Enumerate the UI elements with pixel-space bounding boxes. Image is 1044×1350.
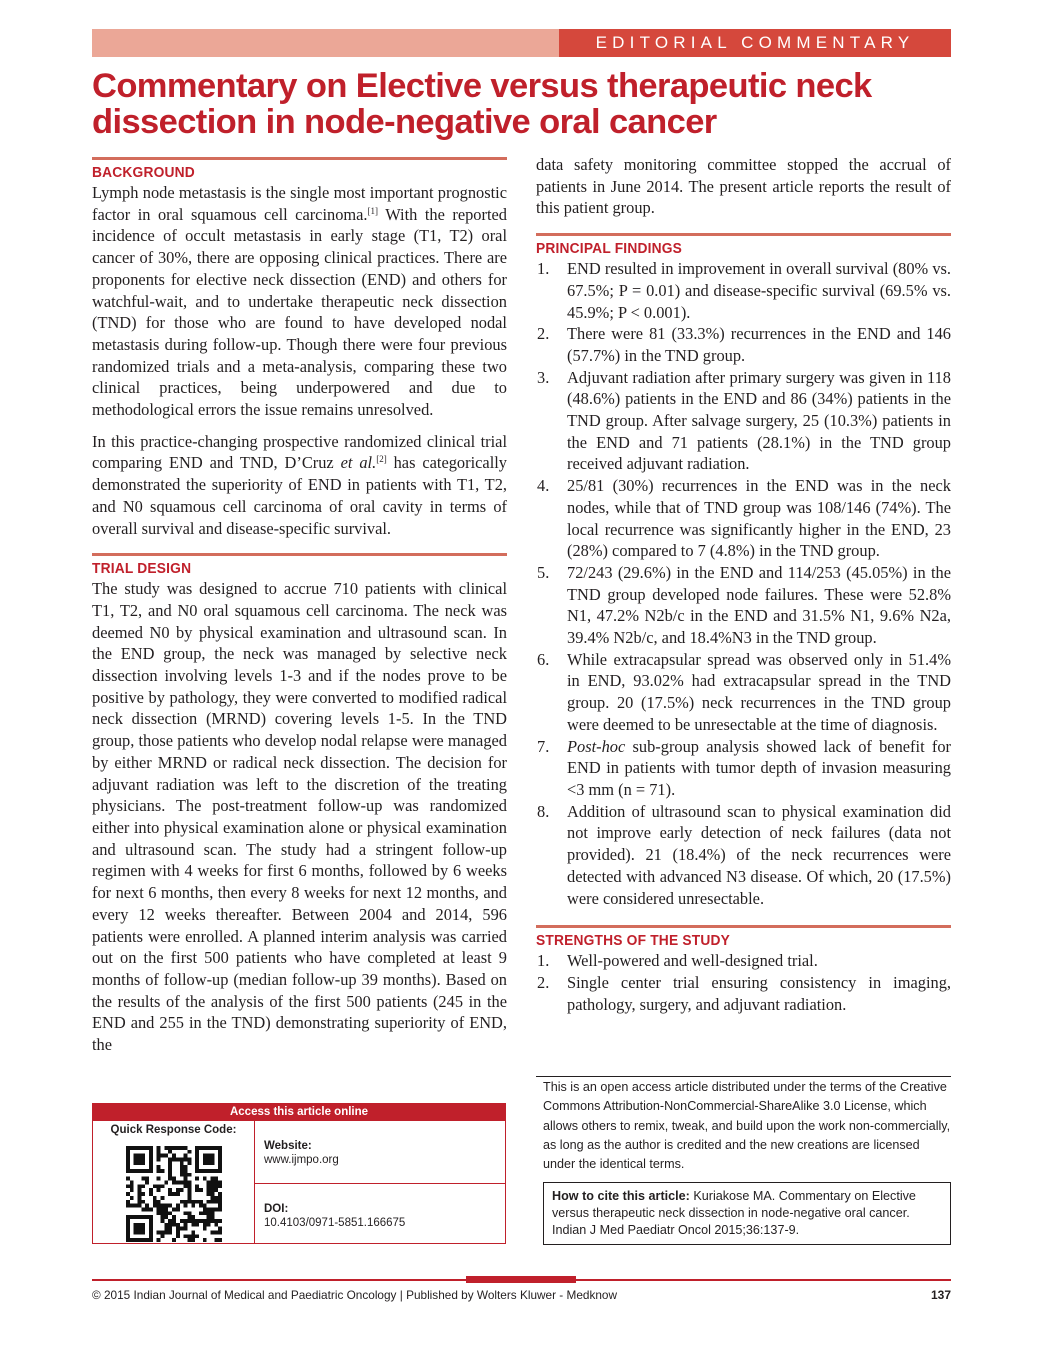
- trial-design-paragraph: The study was designed to accrue 710 patients with clinical T1, T2, and N0 oral squamous cell carcinoma. The neck was deemed N0 by physical examination and ultrasound scan. In the END group, the neck was managed by selective neck dissection involving levels 1-3 and if the nodes prove to be positive by pathology, they were converted to modified radical neck dissection (MRND) covering levels 1-5. In the TND group, those patients who develop nodal relapse were managed by either MRND or radical neck dissection. The decision for adjuvant radiation was left to the discretion of the treating physicians. The post-treatment follow-up was randomized either into physical examination alone or physical examination and ultrasound scan. The study had a stringent follow-up regimen with 4 weeks for first 6 months, followed by 6 weeks for next 6 months, then every 8 weeks for next 12 months, and every 12 weeks thereafter. Between 2004 and 2014, 596 patients were enrolled. A planned interim analysis was carried out on the first 500 patients who have completed at least 9 months of follow-up (median follow-up 39 months). Based on the results of the analysis of the first 500 patients (245 in the END and 255 in the TND) demonstrating superiority of END, the: [92, 579, 507, 1055]
- doi-link[interactable]: 10.4103/0971-5851.166675: [264, 1217, 406, 1229]
- citation-label: How to cite this article:: [552, 1189, 690, 1203]
- reference-1[interactable]: [1]: [367, 205, 379, 216]
- finding-item: 7. Post-hoc sub-group analysis showed lack of benefit for END in patients with tumor depth of invasion measuring <3 mm (n = 71).: [537, 736, 951, 799]
- finding-item: 2. There were 81 (33.3%) recurrences in the END and 146 (57.7%) in the TND group.: [537, 324, 951, 365]
- strengths-heading: STRENGTHS OF THE STUDY: [536, 933, 730, 950]
- qr-code-icon[interactable]: [126, 1146, 222, 1242]
- doi-cell: [254, 1184, 505, 1245]
- access-article-box: [92, 1103, 506, 1244]
- article-title: [92, 68, 962, 140]
- background-paragraph-1: Lymph node metastasis is the single most important prognostic factor in oral squamous cell carcinoma.[1] With the reported incidence of occult metastasis in early stage (T1, T2) oral cancer of 30%, there are opposing clinical practices. There are proponents for elective neck dissection (END) and others for watchful-wait, and to undertake therapeutic neck dissection (TND) for those who are found to have developed nodal metastasis during follow-up. Though there were four previous randomized trials and a meta-analysis, comparing these two clinical practices, being underpowered and due to methodological errors the issue remains unresolved.: [92, 183, 507, 420]
- qr-label: Quick Response Code:: [110, 1124, 237, 1136]
- reference-2[interactable]: [2]: [376, 454, 387, 465]
- page-number: 137: [930, 1288, 951, 1302]
- strength-item: 1. Well-powered and well-designed trial.: [537, 951, 818, 971]
- access-heading: Access this article online: [93, 1104, 505, 1121]
- website-cell: [254, 1121, 505, 1184]
- finding-item: 6. While extracapsular spread was observed only in 51.4% in END, 93.02% had extracapsular spread in the TND group. 20 (17.5%) neck recurrences in the TND group were deemed to be unresectable at the time of diagnosis.: [537, 649, 951, 734]
- website-link[interactable]: www.ijmpo.org: [264, 1154, 339, 1166]
- qr-cell: [93, 1121, 255, 1243]
- section-divider: [92, 157, 507, 160]
- citation-text: Kuriakose MA. Commentary on Elective versus therapeutic neck dissection in node-negative oral cancer. Indian J Med Paediatr Oncol 2015;36:137-9.: [552, 1189, 916, 1237]
- finding-item: 1. END resulted in improvement in overall survival (80% vs. 67.5%; P = 0.01) and disease-specific survival (69.5% vs. 45.9%; P < 0.001).: [537, 259, 951, 322]
- trial-design-heading: TRIAL DESIGN: [92, 561, 192, 578]
- section-divider: [536, 925, 951, 928]
- finding-item: 5. 72/243 (29.6%) in the END and 114/253 (45.05%) in the TND group developed node failures. These were 52.8% N1, 47.2% N2b/c in the END and 31.5% N1, 9.6% N2a, 39.4% N2b/c, and 18.4%N3 in the TND group.: [537, 562, 951, 648]
- finding-item: 4. 25/81 (30%) recurrences in the END was in the neck nodes, while that of TND group was 108/146 (74%). The local recurrence was significantly higher in the END, 23 (28%) compared to 7 (4.8%) in the TND group.: [537, 476, 951, 561]
- left-column: [92, 157, 507, 1056]
- trial-design-continuation: data safety monitoring committee stopped the accrual of patients in June 2014. The present article reports the result of this patient group.: [536, 155, 951, 218]
- background-heading: BACKGROUND: [92, 165, 195, 181]
- right-column: [536, 154, 951, 1015]
- title-line-2: dissection in node-negative oral cancer: [92, 103, 717, 141]
- principal-findings-list: [536, 258, 951, 909]
- strength-item: 2. Single center trial ensuring consistency in imaging, pathology, surgery, and adjuvant radiation.: [537, 972, 951, 1014]
- principal-findings-heading: PRINCIPAL FINDINGS: [536, 241, 683, 258]
- section-tag: EDITORIAL COMMENTARY: [559, 29, 951, 57]
- background-paragraph-2: In this practice-changing prospective randomized clinical trial comparing END and TND, D’Cruz et al.[2] has categorically demonstrated the superiority of END in patients with T1, T2, and N0 squamous cell carcinoma of oral cavity in terms of overall survival and disease-specific survival.: [92, 431, 507, 538]
- footer-copyright: © 2015 Indian Journal of Medical and Paediatric Oncology | Published by Wolters Kluwer - Medknow: [92, 1288, 617, 1302]
- doi-label: DOI:: [264, 1203, 289, 1215]
- strengths-list: [536, 950, 951, 1015]
- section-divider: [92, 553, 507, 556]
- website-label: Website:: [264, 1140, 312, 1152]
- title-line-1: Commentary on Elective versus therapeutic neck: [92, 67, 872, 105]
- license-notice: This is an open access article distributed under the terms of the Creative Commons Attribution-NonCommercial-ShareAlike 3.0 License, which allows others to remix, tweak, and build upon the work non-commercially, as long as the author is credited and the new creations are licensed under the identical terms.: [536, 1076, 951, 1174]
- finding-item: 3. Adjuvant radiation after primary surgery was given in 118 (48.6%) patients in the END and 86 (34%) patients in the TND group. After salvage surgery, 25 (10.3%) patients in the END and 71 patients (28.1%) in the TND group received adjuvant radiation.: [537, 367, 951, 474]
- citation-box: [543, 1182, 951, 1245]
- footer-accent-block: [466, 1276, 576, 1283]
- finding-item: 8. Addition of ultrasound scan to physical examination did not improve early detection of neck failures (data not provided). 21 (18.4%) of the neck recurrences were detected with advanced N3 disease. Of which, 20 (17.5%) were considered unresectable.: [537, 801, 951, 908]
- section-divider: [536, 233, 951, 236]
